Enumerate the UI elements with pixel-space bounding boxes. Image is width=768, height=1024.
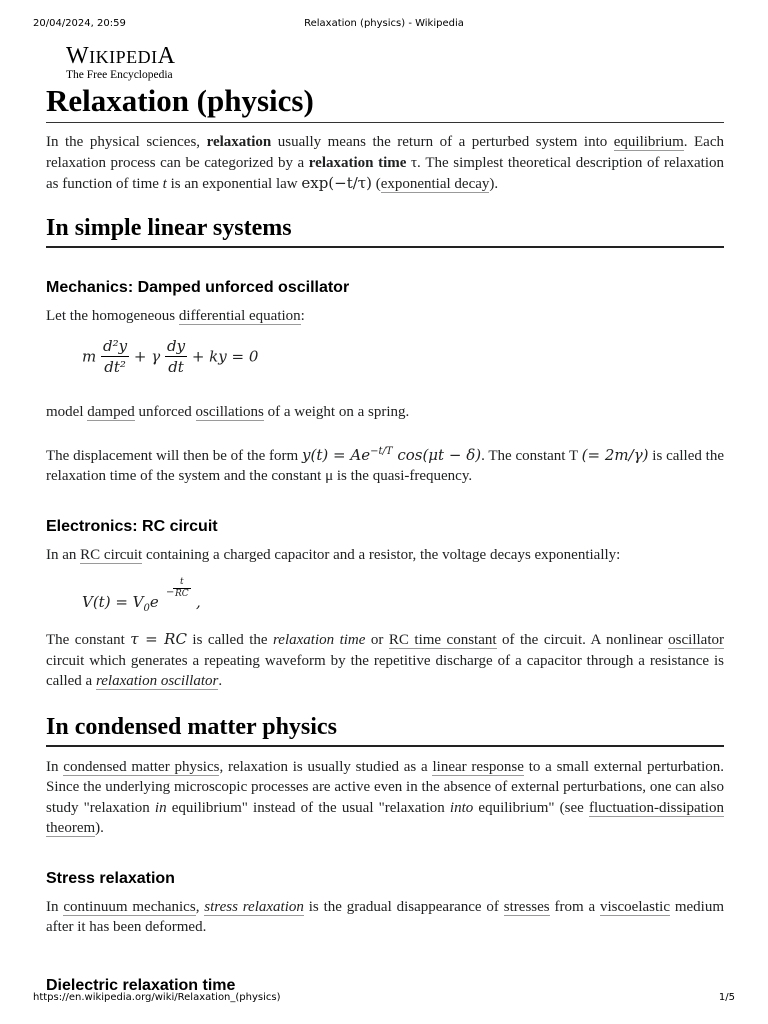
- link-stress-relaxation[interactable]: stress relaxation: [204, 898, 304, 915]
- wikipedia-tagline: The Free Encyclopedia: [66, 69, 173, 81]
- link-relaxation-oscillator[interactable]: relaxation oscillator: [95, 673, 219, 689]
- condensed-matter-paragraph: In condensed matter physics, relaxation is usually studied as a linear response to a small external perturbation. Since the underlying microscopic processes are active even in the absence of external perturbations, one can also study "relaxation in equilibrium" instead of the usual "relaxation into equilibrium" (see fluctuation-dissipation theorem).: [46, 758, 724, 836]
- print-page-number: 1/5: [718, 992, 735, 1003]
- mechanics-paragraph-2: model damped unforced oscillations of a weight on a spring.: [46, 404, 410, 420]
- subsection-heading-dielectric-relaxation: Dielectric relaxation time: [46, 976, 236, 994]
- electronics-paragraph-1: In an RC circuit containing a charged capacitor and a resistor, the voltage decays exponentially:: [46, 546, 621, 563]
- link-rc-circuit[interactable]: RC circuit: [80, 546, 143, 563]
- link-rc-time-constant[interactable]: RC time constant: [388, 632, 497, 648]
- equation-rc-decay: $V(t) = V_0e$ − $\frac{t}{RC}$ ,: [82, 577, 201, 614]
- subsection-heading-stress-relaxation: Stress relaxation: [46, 869, 175, 887]
- print-header: [33, 18, 735, 32]
- link-exponential-decay[interactable]: exponential decay: [380, 176, 490, 192]
- link-stresses[interactable]: stresses: [503, 898, 550, 915]
- link-linear-response[interactable]: linear response: [432, 758, 524, 775]
- subsection-heading-electronics: Electronics: RC circuit: [46, 517, 218, 535]
- link-fluctuation-dissipation-theorem[interactable]: fluctuation-dissipation theorem: [46, 799, 724, 836]
- page-title: Relaxation (physics): [46, 82, 724, 123]
- link-oscillator[interactable]: oscillator: [668, 632, 724, 648]
- math-displacement: $y(t) = Ae^{-t/T}$ cos(μt − δ): [302, 445, 482, 464]
- mechanics-paragraph-3: The displacement will then be of the form $y(t) = Ae^{-t/T}$ cos(μt − δ). The constant T (= 2m/γ) is called the relaxation time of the system and the constant μ is the quasi-frequency.: [46, 445, 724, 484]
- link-condensed-matter-physics[interactable]: condensed matter physics: [63, 758, 220, 775]
- link-equilibrium[interactable]: equilibrium: [613, 134, 684, 150]
- link-damped[interactable]: damped: [87, 404, 135, 420]
- print-url: https://en.wikipedia.org/wiki/Relaxation_(physics): [33, 992, 281, 1003]
- wikipedia-wordmark: WIKIPEDIA: [66, 43, 176, 69]
- link-oscillations[interactable]: oscillations: [195, 404, 264, 420]
- print-datetime: 20/04/2024, 20:59: [33, 18, 126, 29]
- subsection-heading-mechanics: Mechanics: Damped unforced oscillator: [46, 278, 350, 296]
- stress-relaxation-paragraph: In continuum mechanics, stress relaxation is the gradual disappearance of stresses from a viscoelastic medium after it has been deformed.: [46, 898, 725, 935]
- section-heading-linear-systems: In simple linear systems: [46, 213, 724, 248]
- print-page-title: Relaxation (physics) - Wikipedia: [304, 18, 464, 29]
- article-content: [46, 82, 724, 996]
- link-continuum-mechanics[interactable]: continuum mechanics: [63, 898, 196, 915]
- mechanics-paragraph-1: Let the homogeneous differential equation:: [46, 307, 305, 324]
- print-footer: [33, 992, 735, 1006]
- electronics-paragraph-2: The constant τ = RC is called the relaxation time or RC time constant of the circuit. A nonlinear oscillator circuit which generates a repeating waveform by the repetitive discharge of a capacitor through a resistance is called a relaxation oscillator.: [46, 630, 724, 689]
- intro-paragraph: In the physical sciences, relaxation usually means the return of a perturbed system into equilibrium. Each relaxation process can be categorized by a relaxation time τ. The simplest theoretical description of relaxation as function of time t is an exponential law exp(−t/τ) (exponential decay).: [46, 134, 725, 192]
- section-heading-condensed-matter: In condensed matter physics: [46, 712, 724, 747]
- equation-damped-oscillator: m $\frac{\text{d²y}}{\text{dt²}}$ + γ $\frac{dy}{dt}$ + ky = 0: [82, 337, 259, 376]
- link-viscoelastic[interactable]: viscoelastic: [600, 898, 670, 915]
- wikipedia-logo[interactable]: [66, 44, 176, 82]
- link-differential-equation[interactable]: differential equation: [178, 307, 301, 324]
- math-exp: exp(−t/τ): [301, 174, 372, 192]
